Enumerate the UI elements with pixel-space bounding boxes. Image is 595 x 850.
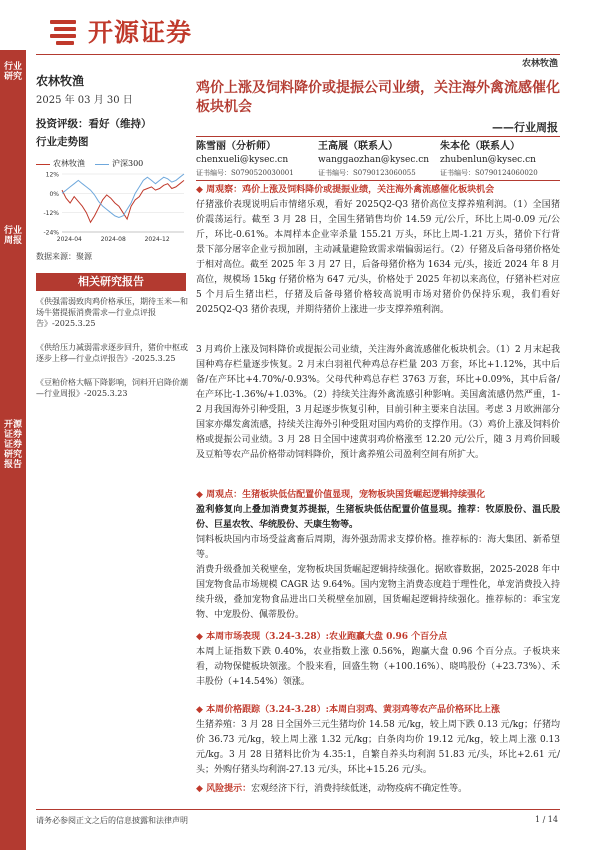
trend-chart <box>36 170 186 248</box>
legend-item-1: 沪深300 <box>95 158 143 169</box>
side-label-top: 行业研究 <box>3 62 22 82</box>
brand-name: 开源证券 <box>88 18 193 47</box>
related-report-1[interactable]: 《供强需弱致肉鸡价格承压，期待玉米—和场牛猪提振消费需求—行业点评报告》-2025.3.25 <box>36 297 188 328</box>
page-number: 1 / 14 <box>534 815 558 824</box>
section-weekly-view <box>196 488 560 623</box>
analyst-cert: 证书编号：S0790124060020 <box>440 169 538 177</box>
section-heading: ◆ 本周价格跟踪（3.24-3.28）:本周白羽鸡、黄羽鸡等农产品价格环比上涨 <box>196 705 500 715</box>
report-title: 鸡价上涨及饲料降价或提振公司业绩，关注海外禽流感催化板块机会 <box>196 80 560 115</box>
analyst-email: zhubenlun@kysec.cn <box>440 155 536 165</box>
paragraph: 饲料板块国内市场受益禽畜后周期，海外强劲需求支撑价格。推荐标的：海大集团、新希望等。 <box>196 535 560 560</box>
related-report-3[interactable]: 《豆粕价格大幅下降影响，饲料开启降价潮—行业周报》-2025.3.23 <box>36 378 188 398</box>
header-tag: 农林牧渔 <box>521 59 558 69</box>
legend-item-0: 农林牧渔 <box>36 158 85 169</box>
header-rule <box>36 54 560 55</box>
analyst-cert: 证书编号：S0790520030001 <box>196 169 294 177</box>
related-reports-header: 相关研究报告 <box>36 273 186 291</box>
y-tick-label: 0% <box>49 190 59 198</box>
left-column <box>36 72 186 149</box>
trend-title: 行业走势图 <box>36 136 89 148</box>
report-date: 2025 年 03 月 30 日 <box>36 95 133 106</box>
y-tick-label: 12% <box>45 171 59 179</box>
chart-legend <box>36 158 143 169</box>
paragraph: 消费升级叠加关税壁垒，宠物板块国货崛起逻辑持续强化。据欧睿数据，2025-2028 年中国宠物食品市场规模 CAGR 达 9.64%。国内宠物主消费态度趋于理性化，单宠消费投入持续升级，叠加宠物食品进出口关税壁垒加剧，国货崛起逻辑持续强化。推荐标的：乖宝宠物、中宠股份、佩蒂股份。 <box>196 565 560 620</box>
x-tick-label: 2024-12 <box>144 236 170 243</box>
paragraph: 生猪养殖：3 月 28 日全国外三元生猪均价 14.58 元/kg，较上周下跌 0.13 元/kg；仔猪均价 36.73 元/kg，较上周上涨 1.32 元/kg；白条肉均价 19.12 元/kg，较上周上涨 0.13 元/kg。3 月 28 日猪料比价为 4.35:1，自繁自养头均利润 51.83 元/头，环比+2.61 元/头；外购仔猪头均利润-27.13 元/头，环比+15.26 元/头。 <box>196 720 560 775</box>
analyst-3 <box>440 140 538 180</box>
analyst-divider <box>196 180 560 181</box>
title-divider <box>196 136 560 137</box>
footer-disclaimer[interactable]: 请务必参阅正文之后的信息披露和法律声明 <box>36 816 188 825</box>
analyst-email: chenxueli@kysec.cn <box>196 155 289 165</box>
related-report-2[interactable]: 《供给压力减弱需求逐步回升，猪价中枢或逐步上移—行业点评报告》-2025.3.25 <box>36 343 188 363</box>
section-market <box>196 630 560 690</box>
rating: 投资评级：看好（维持） <box>36 118 152 130</box>
y-tick-label: -24% <box>43 229 59 237</box>
sector-name: 农林牧渔 <box>36 74 85 88</box>
chart-source: 数据来源：聚源 <box>36 252 92 261</box>
section-weekly-observation <box>196 183 560 318</box>
section-heading: ◆ 周观察：鸡价上涨及饲料降价或提振业绩，关注海外禽流感催化板块机会 <box>196 185 495 195</box>
analyst-name: 陈雪丽（分析师） <box>196 141 276 152</box>
analyst-name: 王高展（联系人） <box>318 141 398 152</box>
section-heading: ◆ 风险提示： <box>196 784 252 794</box>
analyst-cert: 证书编号：S0790123060055 <box>318 169 416 177</box>
paragraph: 盈利修复向上叠加消费复苏提振，生猪板块低估配置价值显现。推荐：牧原股份、温氏股份、巨星农牧、华统股份、天康生物等。 <box>196 505 560 530</box>
report-type: ——行业周报 <box>492 121 558 134</box>
analyst-1 <box>196 140 294 180</box>
footer-rule <box>36 809 560 810</box>
series-line-1 <box>62 174 184 218</box>
analyst-2 <box>318 140 429 180</box>
section-chicken <box>196 343 560 463</box>
analyst-name: 朱本伦（联系人） <box>440 141 520 152</box>
paragraph: 3 月鸡价上涨及饲料降价或提振公司业绩，关注海外禽流感催化板块机会。（1）2 月末起我国种鸡存栏量逐步恢复。2 月末白羽祖代种鸡总存栏量 203 万套，环比+1.12%，其中后备/在产环比+4.70%/-0.93%。父母代种鸡总存栏 3763 万套，环比+0.09%，其中后备/在产环比-1.36%/+1.03%。（2）持续关注海外禽流感引种影响。美国禽流感仍然严重，1-2 月我国海外引种受阻，3 月起逐步恢复引种，目前引种主要来自法国。考虑 3 月欧洲部分国家亦爆发禽流感，持续关注海外引种受阻对国内鸡价的支撑作用。（3）鸡价上涨及饲料价格或提振公司业绩。3 月 28 日全国中速黄羽鸡价格涨至 12.20 元/公斤，随 3 月鸡价回暖及豆粕等农产品价格带动饲料降价，预计禽养殖公司盈利空间有所扩大。 <box>196 345 560 460</box>
section-risk <box>196 782 560 797</box>
section-heading: ◆ 本周市场表现（3.24-3.28）:农业跑赢大盘 0.96 个百分点 <box>196 632 448 642</box>
side-label-bottom: 开源证券 证券研究报告 <box>3 420 22 470</box>
analyst-email: wanggaozhan@kysec.cn <box>318 155 430 165</box>
section-prices <box>196 703 560 778</box>
paragraph: 宏观经济下行，消费持续低迷，动物疫病不确定性等。 <box>251 784 468 794</box>
x-tick-label: 2024-08 <box>100 236 126 243</box>
side-label-mid: 行业周报 <box>3 226 22 246</box>
x-tick-label: 2024-04 <box>56 236 82 243</box>
brand-logo <box>50 14 250 48</box>
paragraph: 仔猪涨价表现说明后市情绪乐观，看好 2025Q2-Q3 猪价高位支撑养殖利润。（1）全国猪价震荡运行。截至 3 月 28 日，全国生猪销售均价 14.59 元/公斤，环比上周-0.09 元/公斤，环比-0.61%。本周样本企业宰杀量 155.21 万头，环比上周-1.21 万头，猪价下行背景下部分屠宰企业亏损加剧，主动减量避险致需求端偏弱运行。（2）仔猪及后备母猪价格处于相对高位。截至 2025 年 3 月 27 日，后备母猪价格为 1634 元/头，接近 2024 年 8 月高位，规模场 15kg 仔猪价格为 647 元/头，价格处于 2025 年初以来高位，仔猪补栏对应 5 个月后生猪出栏，仔猪及后备母猪价格较高说明市场对猪价仍保持乐观，我们看好 2025Q2-Q3 猪价表现，并期待猪价上涨进一步支撑养殖利润。 <box>196 200 560 315</box>
section-heading: ◆ 周观点：生猪板块低估配置价值显现，宠物板块国货崛起逻辑持续强化 <box>196 490 486 500</box>
paragraph: 本周上证指数下跌 0.40%，农业指数上涨 0.56%，跑赢大盘 0.96 个百分点。子板块来看，动物保健板块领涨。个股来看，回盛生物（+100.16%）、晓鸣股份（+23.73%）、禾丰股份（+14.54%）领涨。 <box>196 647 560 687</box>
y-tick-label: -12% <box>43 210 59 218</box>
logo-icon <box>50 18 80 44</box>
